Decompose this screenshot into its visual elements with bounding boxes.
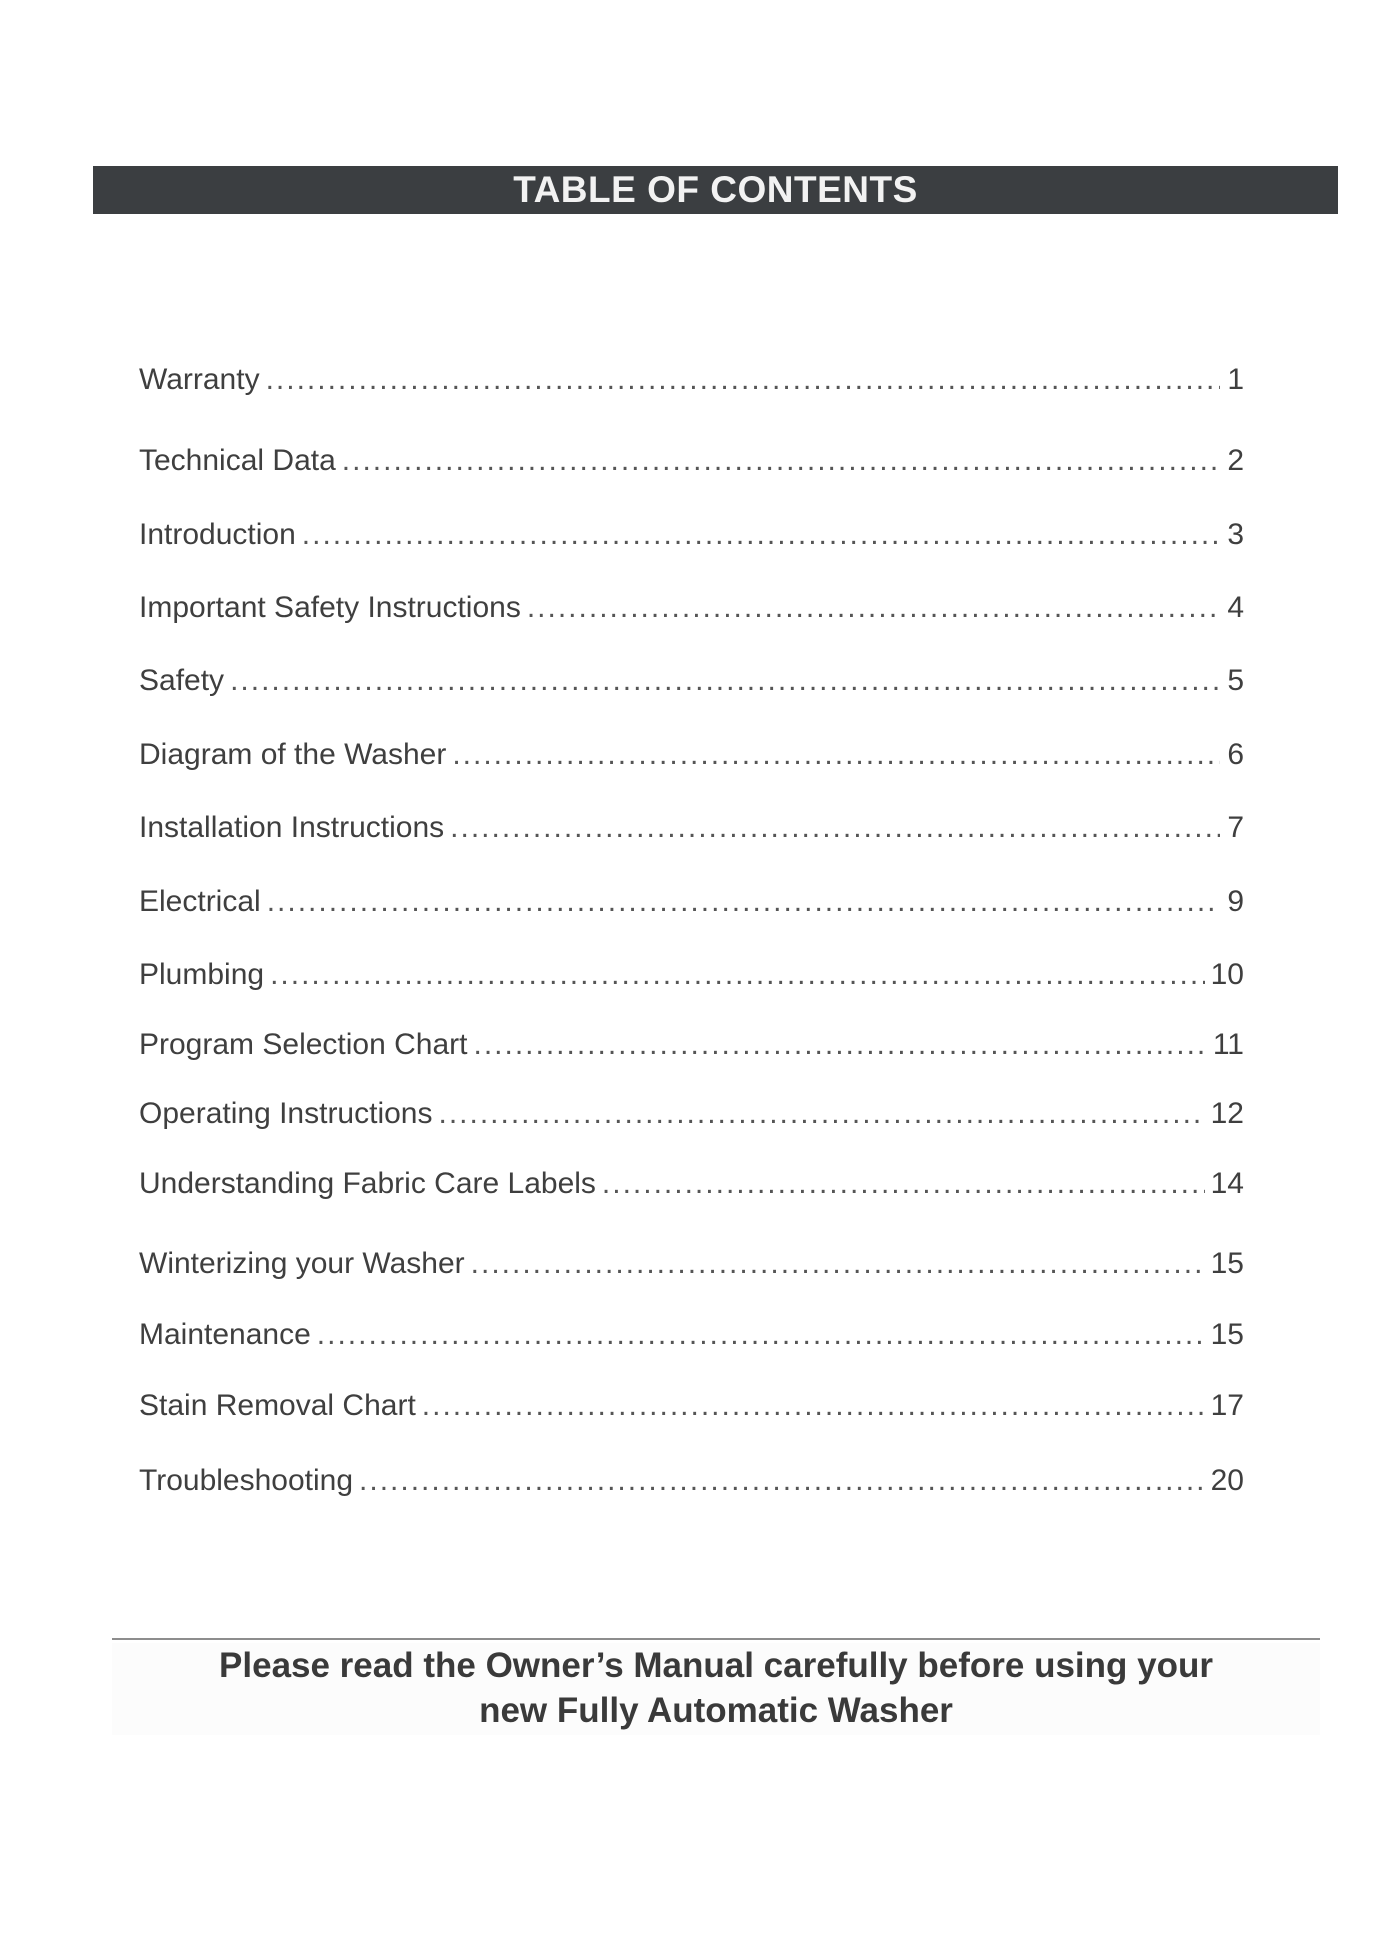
notice-line-2: new Fully Automatic Washer: [479, 1691, 953, 1730]
dot-leader: [342, 444, 1220, 478]
toc-entry-page: 20: [1210, 1464, 1244, 1497]
toc-entry-page: 5: [1227, 664, 1244, 697]
toc-entry-page: 15: [1210, 1247, 1244, 1280]
toc-entry-label: Operating Instructions: [139, 1097, 433, 1130]
dot-leader: [267, 885, 1220, 919]
toc-entry-page: 12: [1210, 1097, 1244, 1130]
dot-leader: [230, 664, 1220, 698]
toc-entry-label: Plumbing: [139, 958, 265, 991]
toc-entry-page: 11: [1212, 1028, 1244, 1061]
toc-entry-page: 17: [1210, 1389, 1244, 1422]
divider-line: [112, 1638, 1320, 1640]
toc-entry-page: 4: [1227, 591, 1244, 624]
toc-entry-page: 2: [1227, 444, 1244, 477]
toc-entry-page: 3: [1227, 518, 1244, 551]
toc-entry-label: Important Safety Instructions: [139, 591, 521, 624]
dot-leader: [527, 591, 1220, 625]
toc-entry-page: 1: [1227, 363, 1244, 396]
dot-leader: [302, 518, 1220, 552]
page-title: TABLE OF CONTENTS: [513, 169, 918, 210]
toc-entry-safety[interactable]: [139, 664, 1244, 704]
toc-entry-label: Installation Instructions: [139, 811, 445, 844]
toc-entry-label: Maintenance: [139, 1318, 311, 1351]
toc-entry-electrical[interactable]: [139, 885, 1244, 925]
owners-manual-notice: [112, 1643, 1320, 1735]
dot-leader: [270, 958, 1205, 992]
dot-leader: [471, 1247, 1205, 1281]
toc-entry-label: Program Selection Chart: [139, 1028, 468, 1061]
toc-entry-stain-removal-chart[interactable]: [139, 1389, 1244, 1429]
toc-entry-operating-instructions[interactable]: [139, 1097, 1244, 1137]
toc-entry-label: Electrical: [139, 885, 261, 918]
dot-leader: [452, 738, 1220, 772]
toc-entry-troubleshooting[interactable]: [139, 1464, 1244, 1504]
toc-entry-introduction[interactable]: [139, 518, 1244, 558]
dot-leader: [317, 1318, 1205, 1352]
dot-leader: [473, 1028, 1206, 1062]
toc-entry-page: 7: [1227, 811, 1244, 844]
toc-entry-label: Troubleshooting: [139, 1464, 354, 1497]
toc-entry-page: 6: [1227, 738, 1244, 771]
toc-entry-label: Stain Removal Chart: [139, 1389, 416, 1422]
toc-entry-plumbing[interactable]: [139, 958, 1244, 998]
toc-entry-page: 9: [1227, 885, 1244, 918]
toc-entry-label: Warranty: [139, 363, 260, 396]
toc-entry-installation-instructions[interactable]: [139, 811, 1244, 851]
toc-entry-label: Diagram of the Washer: [139, 738, 447, 771]
dot-leader: [602, 1167, 1205, 1201]
toc-entry-winterizing-your-washer[interactable]: [139, 1247, 1244, 1287]
dot-leader: [266, 363, 1220, 397]
dot-leader: [450, 811, 1220, 845]
toc-entry-warranty[interactable]: [139, 363, 1244, 403]
toc-entry-page: 14: [1210, 1167, 1244, 1200]
toc-entry-label: Understanding Fabric Care Labels: [139, 1167, 596, 1200]
title-banner: [93, 166, 1338, 214]
toc-entry-page: 15: [1210, 1318, 1244, 1351]
toc-entry-page: 10: [1210, 958, 1244, 991]
toc-entry-important-safety-instructions[interactable]: [139, 591, 1244, 631]
toc-entry-label: Winterizing your Washer: [139, 1247, 465, 1280]
toc-entry-technical-data[interactable]: [139, 444, 1244, 484]
toc-entry-diagram-of-the-washer[interactable]: [139, 738, 1244, 778]
toc-entry-understanding-fabric-care-labels[interactable]: [139, 1167, 1244, 1207]
toc-entry-label: Technical Data: [139, 444, 336, 477]
toc-entry-maintenance[interactable]: [139, 1318, 1244, 1358]
toc-entry-label: Safety: [139, 664, 225, 697]
dot-leader: [422, 1389, 1205, 1423]
dot-leader: [438, 1097, 1204, 1131]
toc-entry-label: Introduction: [139, 518, 296, 551]
toc-entry-program-selection-chart[interactable]: [139, 1028, 1244, 1068]
notice-line-1: Please read the Owner’s Manual carefully before using your: [219, 1646, 1213, 1685]
dot-leader: [359, 1464, 1205, 1498]
